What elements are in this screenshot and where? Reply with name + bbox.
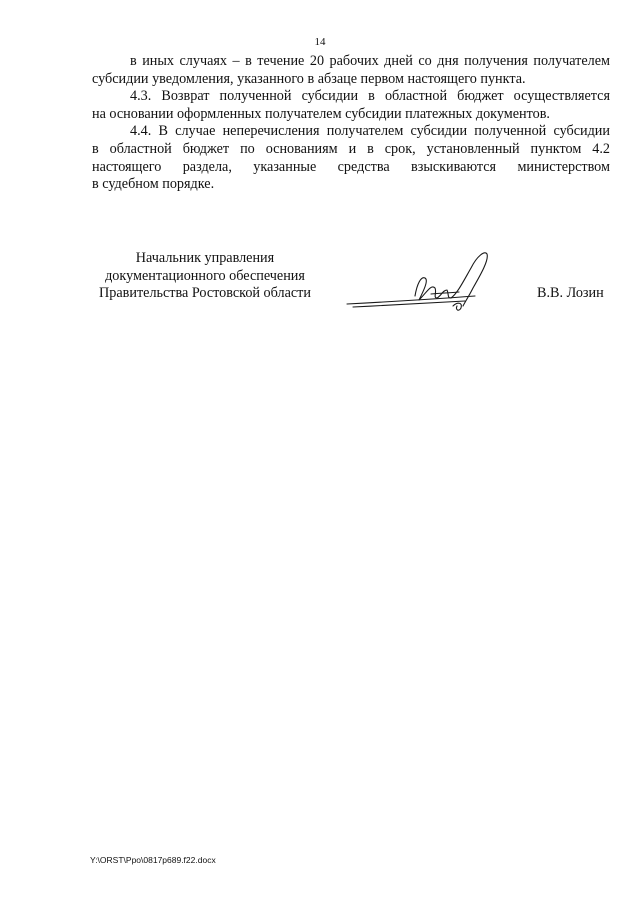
- signatory-title-line: Правительства Ростовской области: [99, 285, 311, 302]
- signatory-title-line: документационного обеспечения: [105, 267, 305, 284]
- text-line: 4.3. Возврат полученной субсидии в областной бюджет осуществляется: [130, 88, 610, 105]
- signatory-title: [92, 250, 318, 303]
- paragraph-4-4: [92, 123, 610, 193]
- signatory-name: В.В. Лозин: [537, 285, 604, 301]
- page-number: 14: [314, 36, 326, 48]
- text-line: 4.4. В случае неперечисления получателем субсидии полученной субсидии: [130, 123, 610, 140]
- file-path-footer: Y:\ORST\Ppo\0817p689.f22.docx: [90, 855, 216, 865]
- text-line: настоящего раздела, указанные средства взыскиваются министерством: [92, 158, 610, 175]
- signatory-title-line: Начальник управления: [135, 250, 275, 266]
- text-line: субсидии уведомления, указанного в абзаце первом настоящего пункта.: [92, 70, 526, 87]
- paragraph-4-2-continuation: [92, 53, 610, 88]
- text-line: на основании оформленных получателем субсидии платежных документов.: [92, 105, 550, 122]
- paragraph-4-3: [92, 88, 610, 123]
- text-line: в судебном порядке.: [92, 176, 215, 193]
- body-text: [92, 53, 610, 194]
- text-line: в иных случаях – в течение 20 рабочих дней со дня получения получателем: [130, 53, 610, 69]
- text-line: в областной бюджет по основаниям и в срок, установленный пунктом 4.2: [92, 140, 610, 157]
- handwritten-signature: [345, 244, 515, 316]
